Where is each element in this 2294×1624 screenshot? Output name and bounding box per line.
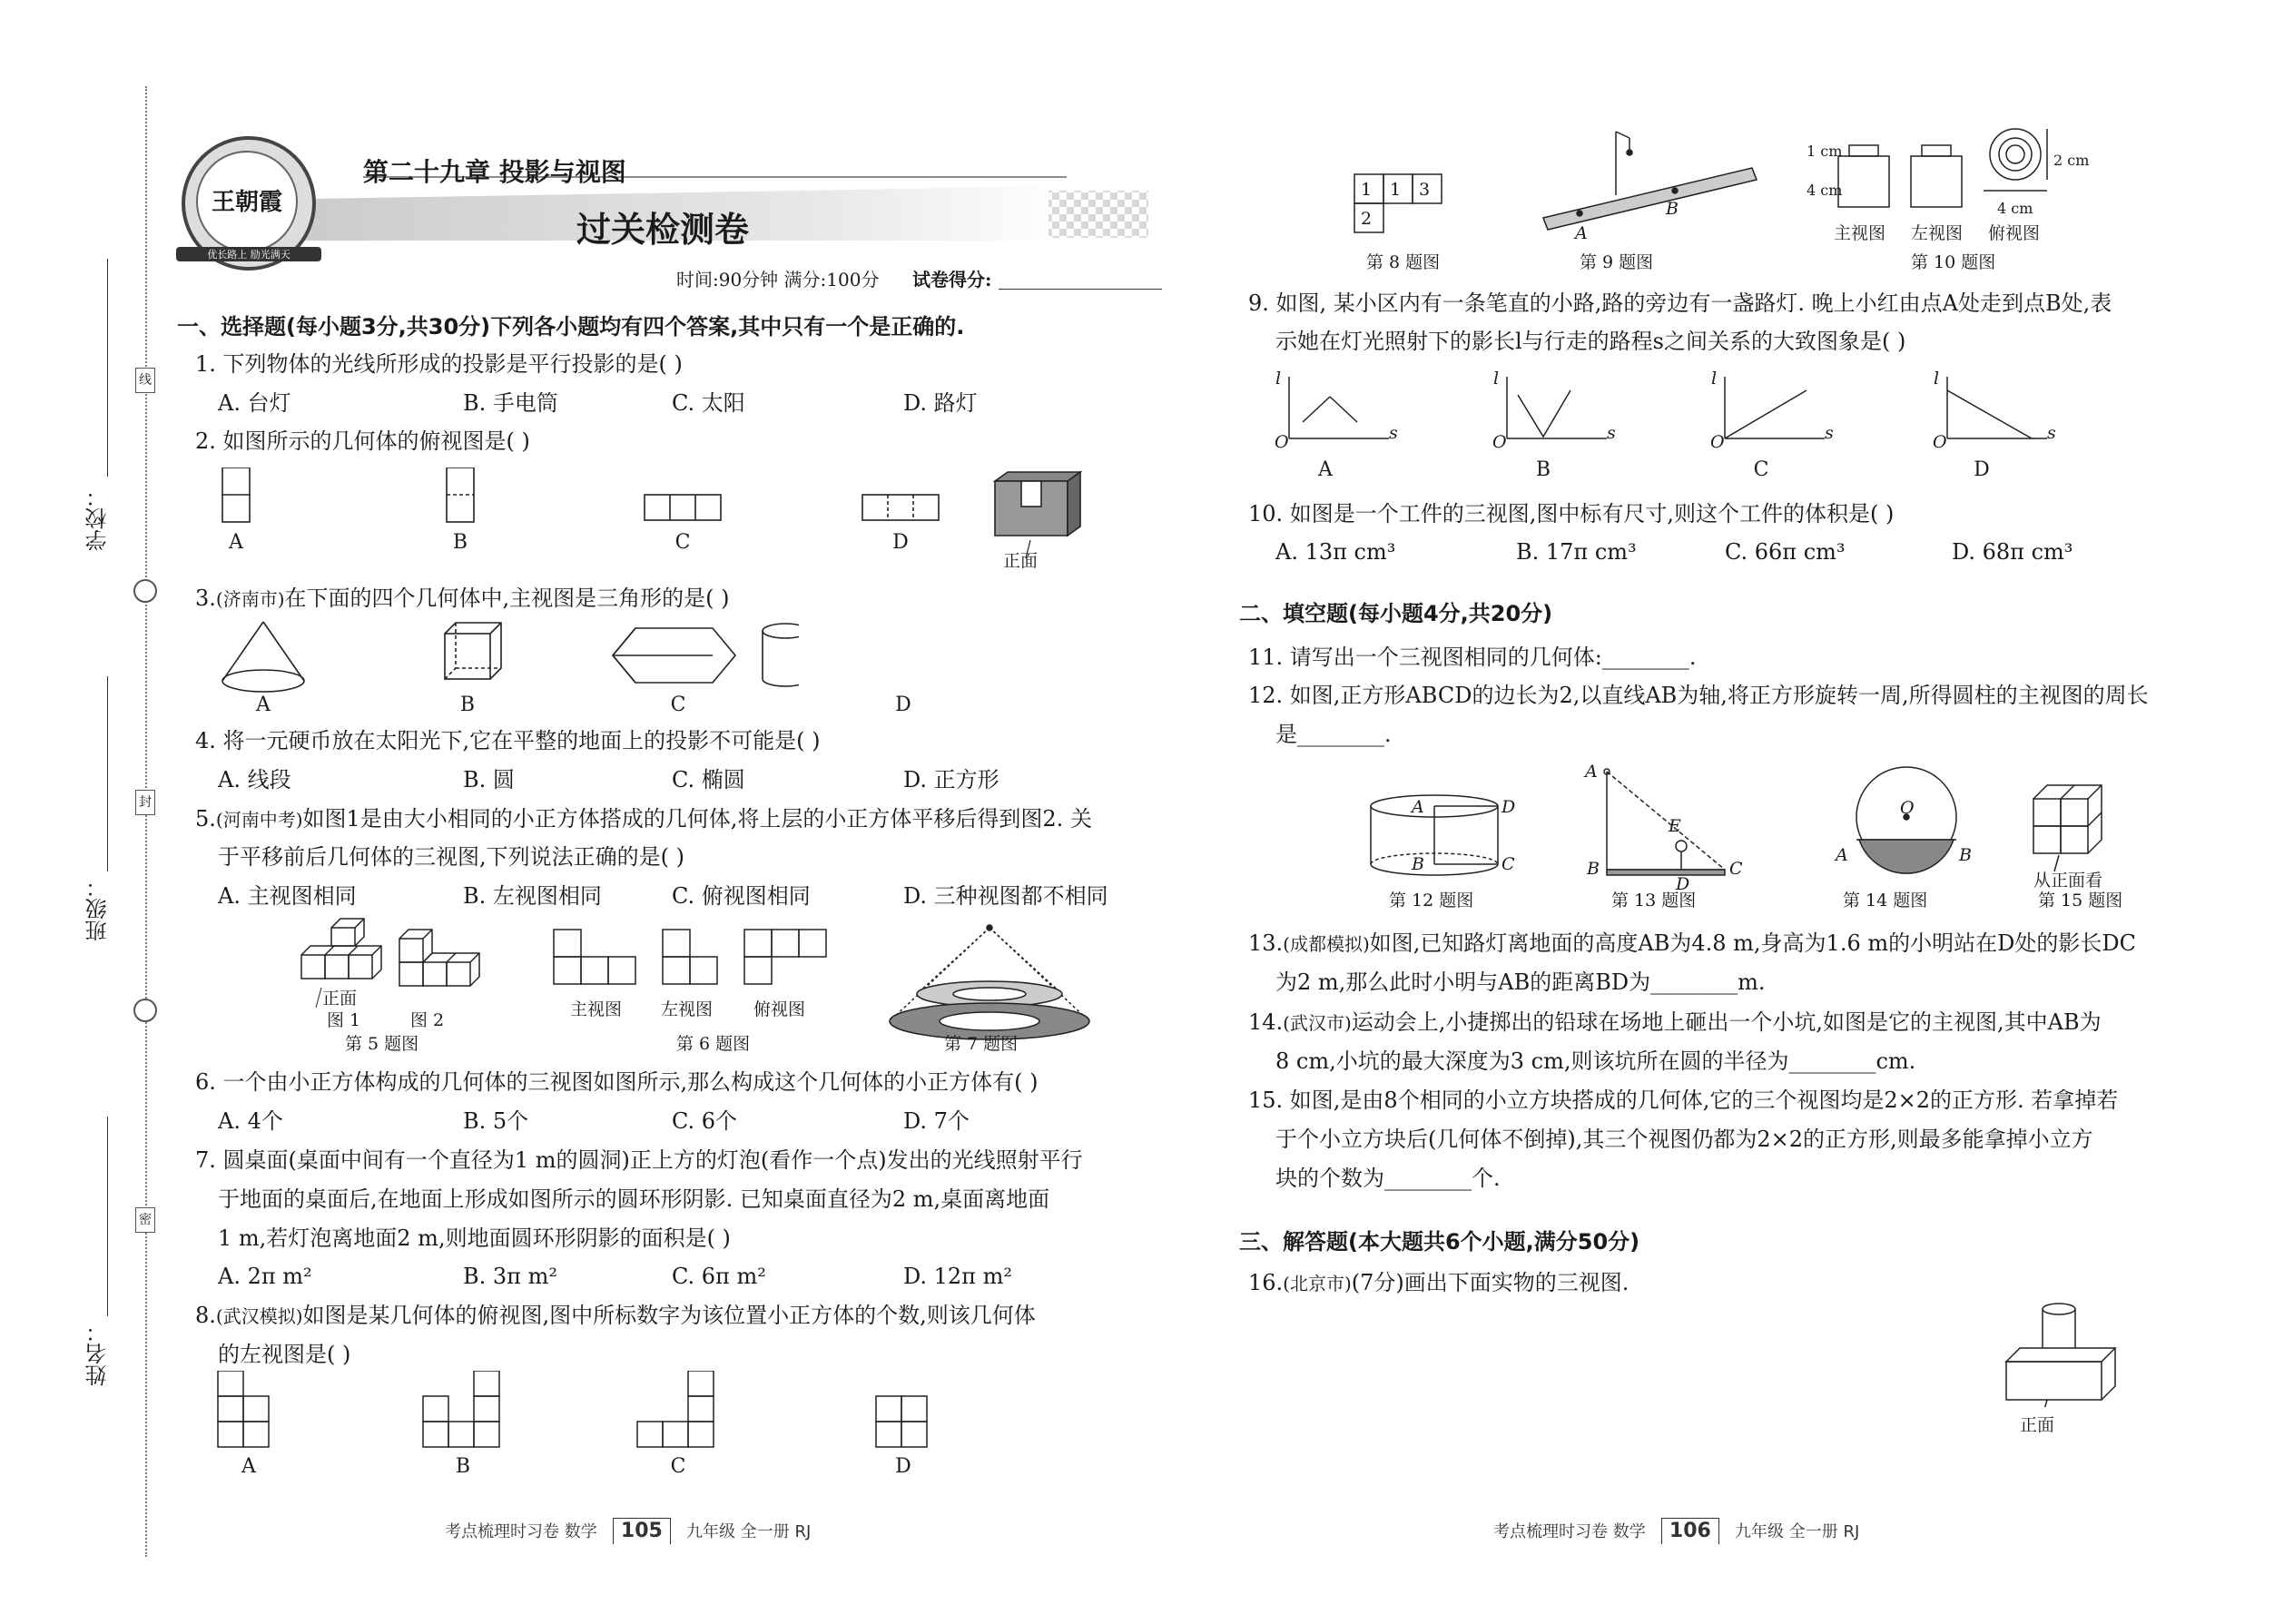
q7-option-b[interactable]: B. 3π m²	[463, 1264, 557, 1289]
q10-dim-4cm-bottom: 4 cm	[1997, 200, 2033, 217]
q7-option-a[interactable]: A. 2π m²	[218, 1264, 312, 1289]
q8-grid-3: 3	[1419, 180, 1431, 200]
cut-line	[145, 86, 147, 1557]
q8-label-b: B	[455, 1455, 471, 1478]
swirl-icon	[133, 999, 157, 1022]
q3-cylinder-shape	[763, 624, 799, 686]
q9-graph-d	[1947, 377, 2047, 438]
q8-option-d-shape	[876, 1396, 927, 1447]
q6-top-view-label: 俯视图	[753, 999, 806, 1019]
q5-fig1-label: 图 1	[327, 1010, 361, 1030]
q3-source: (济南市)	[215, 588, 285, 610]
q12-q15-figures	[1362, 763, 2142, 890]
q9-c-axis-l: l	[1711, 369, 1718, 389]
q16-object-figure	[1997, 1298, 2142, 1407]
q6-main-view	[554, 930, 635, 984]
q9-label-c: C	[1753, 458, 1769, 481]
q3-label-d: D	[895, 694, 911, 716]
q5-text-1: 如图1是由大小相同的小正方体搭成的几何体,将上层的小正方体平移后得到图2. 关	[302, 806, 1092, 832]
q2-label-b: B	[452, 531, 468, 554]
q10-option-d[interactable]: D. 68π cm³	[1952, 539, 2073, 565]
q13-fig-caption: 第 13 题图	[1611, 891, 1697, 910]
q16-source: (北京市)	[1283, 1273, 1352, 1294]
q5-num: 5.	[195, 806, 216, 832]
q7-fig-caption: 第 7 题图	[944, 1034, 1019, 1054]
q12-line1: 12. 如图,正方形ABCD的边长为2,以直线AB为轴,将正方形旋转一周,所得圆柱的主视图的周长	[1248, 683, 2149, 708]
q5-source: (河南中考)	[215, 809, 303, 831]
q9-d-axis-s: s	[2047, 423, 2056, 443]
q9-a-axis-s: s	[1389, 423, 1398, 443]
q9-graphs	[1262, 368, 2079, 458]
q12-fig-caption: 第 12 题图	[1389, 891, 1474, 910]
cut-mark-dense: 密	[135, 1207, 155, 1233]
q4-option-d[interactable]: D. 正方形	[903, 767, 999, 792]
q10-dim-4cm-left: 4 cm	[1807, 182, 1843, 199]
q9-label-a: A	[1318, 458, 1333, 481]
q14-point-o: O	[1900, 798, 1915, 818]
q14-pit-figure	[1856, 767, 1956, 873]
q10-three-views	[1802, 127, 2102, 227]
q4-option-a[interactable]: A. 线段	[218, 767, 291, 792]
q9-line1: 9. 如图, 某小区内有一条笔直的小路,路的旁边有一盏路灯. 晚上小红由点A处走到点B处,表	[1248, 290, 2112, 316]
q2-option-d-shape	[862, 495, 939, 520]
q6-option-a[interactable]: A. 4个	[218, 1108, 283, 1134]
q12-point-a: A	[1412, 797, 1424, 817]
q5-option-d[interactable]: D. 三种视图都不相同	[903, 883, 1108, 909]
q10-main-view	[1838, 156, 1889, 207]
q12-point-c: C	[1501, 854, 1515, 874]
q2-label-d: D	[892, 531, 909, 554]
q10-stem: 10. 如图是一个工件的三视图,图中标有尺寸,则这个工件的体积是( )	[1248, 501, 1895, 527]
q8-source: (武汉模拟)	[215, 1305, 303, 1327]
class-field[interactable]	[107, 676, 108, 871]
q1-option-b[interactable]: B. 手电筒	[463, 390, 558, 416]
q7-line3: 1 m,若灯泡离地面2 m,则地面圆环形阴影的面积是( )	[218, 1225, 731, 1251]
q2-label-c: C	[674, 531, 691, 554]
score-label: 试卷得分:	[912, 269, 992, 290]
q16-front-label: 正面	[2020, 1415, 2055, 1435]
q3-cone-shape	[222, 622, 304, 692]
q10-option-a[interactable]: A. 13π cm³	[1275, 539, 1396, 565]
logo-name: 王朝霞	[211, 189, 282, 216]
q10-dim-2cm: 2 cm	[2053, 152, 2090, 169]
q12-point-d: D	[1501, 797, 1516, 817]
q8-option-a-shape	[218, 1371, 269, 1447]
q6-main-view-label: 主视图	[570, 999, 623, 1019]
name-label: 姓名：	[85, 1321, 111, 1386]
cut-mark-line: 线	[135, 368, 155, 393]
q9-graph-b	[1507, 377, 1607, 438]
q9-c-origin: O	[1710, 432, 1725, 452]
q14-source: (武汉市)	[1283, 1012, 1352, 1034]
score-field[interactable]	[999, 289, 1162, 290]
footer-right-grade: 九年级 全一册 RJ	[1735, 1522, 1860, 1541]
q9-point-b: B	[1666, 199, 1679, 219]
swirl-icon	[133, 579, 157, 603]
name-field[interactable]	[107, 1117, 108, 1316]
q8-option-b-shape	[423, 1371, 499, 1447]
q13-lamp-figure	[1604, 769, 1725, 875]
page-title: 过关检测卷	[576, 210, 750, 250]
q3-stem	[195, 584, 730, 614]
q10-dim-1cm: 1 cm	[1807, 143, 1843, 160]
q16-stem	[1248, 1268, 1629, 1298]
q6-option-d[interactable]: D. 7个	[903, 1108, 970, 1134]
q13-point-e: E	[1669, 816, 1681, 836]
q2-stem: 2. 如图所示的几何体的俯视图是( )	[195, 428, 530, 454]
q8-label-a: A	[241, 1455, 256, 1478]
q8-fig-caption: 第 8 题图	[1366, 252, 1441, 272]
q1-option-a[interactable]: A. 台灯	[218, 390, 291, 416]
q3-label-a: A	[256, 694, 271, 716]
q1-stem: 1. 下列物体的光线所形成的投影是平行投影的是( )	[195, 351, 683, 377]
footer-left-book: 考点梳理时习卷 数学	[445, 1522, 597, 1541]
page-number-left: 105	[613, 1518, 671, 1544]
q13-text-1: 如图,已知路灯离地面的高度AB为4.8 m,身高为1.6 m的小明站在D处的影长DC	[1369, 930, 2136, 956]
q9-label-b: B	[1535, 458, 1551, 481]
q8-grid-2: 1	[1390, 180, 1402, 200]
class-label: 班级：	[85, 876, 111, 941]
q7-option-c[interactable]: C. 6π m²	[672, 1264, 766, 1289]
q12-point-b: B	[1412, 854, 1424, 874]
q1-option-d[interactable]: D. 路灯	[903, 390, 978, 416]
q14-point-b: B	[1959, 845, 1972, 865]
q3-num: 3.	[195, 586, 216, 611]
q15-line3: 块的个数为________个.	[1275, 1166, 1501, 1191]
q5-fig2-cubes	[399, 930, 479, 986]
q9-line2: 示她在灯光照射下的影长l与行走的路程s之间关系的大致图象是( )	[1275, 329, 1906, 354]
q8-text-1: 如图是某几何体的俯视图,图中所标数字为该位置小正方体的个数,则该几何体	[302, 1303, 1036, 1328]
q5-option-c[interactable]: C. 俯视图相同	[672, 883, 811, 909]
q8-figures	[209, 1371, 953, 1457]
q3-text: 在下面的四个几何体中,主视图是三角形的是( )	[284, 586, 730, 611]
q6-left-view-label: 左视图	[661, 999, 714, 1019]
q15-from-front-label: 从正面看	[2033, 871, 2103, 891]
footer-right-book: 考点梳理时习卷 数学	[1493, 1522, 1646, 1541]
q16-num: 16.	[1248, 1270, 1284, 1295]
q9-fig-caption: 第 9 题图	[1580, 252, 1654, 272]
q5-fig-caption: 第 5 题图	[345, 1034, 419, 1054]
q5-fig2-label: 图 2	[410, 1010, 445, 1030]
q9-c-axis-s: s	[1825, 423, 1834, 443]
q1-option-c[interactable]: C. 太阳	[672, 390, 745, 416]
q9-b-axis-s: s	[1607, 423, 1616, 443]
q10-left-view	[1911, 156, 1962, 207]
q15-fig-caption: 第 15 题图	[2038, 891, 2123, 910]
q14-fig-caption: 第 14 题图	[1843, 891, 1928, 910]
q13-num: 13.	[1248, 930, 1284, 956]
q10-top-view-label: 俯视图	[1988, 223, 2041, 243]
q13-point-d: D	[1676, 874, 1690, 894]
q13-point-c: C	[1729, 859, 1743, 879]
q9-d-origin: O	[1933, 432, 1947, 452]
q13-line1	[1248, 929, 2136, 959]
q9-b-origin: O	[1492, 432, 1507, 452]
q6-option-b[interactable]: B. 5个	[463, 1108, 529, 1134]
q10-main-view-label: 主视图	[1834, 223, 1886, 243]
q8-line1	[195, 1301, 1036, 1331]
q4-stem: 4. 将一元硬币放在太阳光下,它在平整的地面上的投影不可能是( )	[195, 728, 821, 753]
q12-line2: 是________.	[1275, 722, 1392, 747]
q14-num: 14.	[1248, 1009, 1284, 1035]
school-label: 学校：	[85, 486, 111, 551]
q5-front-label: 正面	[322, 989, 358, 1009]
q4-option-b[interactable]: B. 圆	[463, 767, 515, 792]
q8-grid-1: 1	[1361, 180, 1373, 200]
q5-stem-line2: 于平移前后几何体的三视图,下列说法正确的是( )	[218, 844, 684, 870]
q10-option-c[interactable]: C. 66π cm³	[1725, 539, 1846, 565]
q2-figures	[209, 468, 1108, 567]
q8-grid-4: 2	[1361, 209, 1373, 229]
q13-source: (成都模拟)	[1283, 933, 1370, 955]
q5-fig1-cubes	[301, 919, 381, 979]
q10-top-view	[1990, 129, 2041, 180]
q9-point-a: A	[1575, 223, 1588, 243]
q6-stem: 6. 一个由小正方体构成的几何体的三视图如图所示,那么构成这个几何体的小正方体有( )	[195, 1069, 1039, 1095]
section1-heading: 一、选择题(每小题3分,共30分)下列各小题均有四个答案,其中只有一个是正确的.	[177, 314, 965, 340]
q10-fig-caption: 第 10 题图	[1911, 252, 1996, 272]
q13-point-a: A	[1585, 762, 1598, 782]
q10-option-b[interactable]: B. 17π cm³	[1516, 539, 1637, 565]
q6-fig-caption: 第 6 题图	[676, 1034, 751, 1054]
q15-cube-figure	[2033, 785, 2102, 871]
exam-meta: 时间:90分钟 满分:100分	[676, 269, 880, 290]
q9-graph-c	[1725, 377, 1825, 438]
section2-heading: 二、填空题(每小题4分,共20分)	[1239, 601, 1553, 626]
q8-line2: 的左视图是( )	[218, 1342, 351, 1367]
q8-label-d: D	[895, 1455, 911, 1478]
cut-mark-seal: 封	[135, 790, 155, 815]
logo	[182, 136, 316, 271]
q3-figures	[209, 617, 799, 708]
q7-lamp-figure	[890, 925, 1089, 1039]
school-field[interactable]	[107, 259, 108, 477]
q7-option-d[interactable]: D. 12π m²	[903, 1264, 1012, 1289]
q9-graph-a	[1289, 377, 1389, 438]
q5-stem-line1	[195, 804, 1092, 834]
q5-option-a[interactable]: A. 主视图相同	[218, 883, 357, 909]
footer-left-grade: 九年级 全一册 RJ	[686, 1522, 812, 1541]
q13-point-b: B	[1587, 859, 1600, 879]
q3-label-b: B	[459, 694, 476, 716]
q12-cylinder	[1371, 795, 1498, 875]
footer-right	[1493, 1518, 1859, 1545]
q8-label-c: C	[670, 1455, 686, 1478]
q8-num: 8.	[195, 1303, 216, 1328]
page-number-right: 106	[1661, 1518, 1719, 1544]
q2-label-a: A	[229, 531, 243, 554]
q11-stem: 11. 请写出一个三视图相同的几何体:________.	[1248, 645, 1697, 670]
q14-point-a: A	[1836, 845, 1848, 865]
q7-line2: 于地面的桌面后,在地面上形成如图所示的圆环形阴影. 已知桌面直径为2 m,桌面离地面	[218, 1186, 1050, 1212]
q5-option-b[interactable]: B. 左视图相同	[463, 883, 602, 909]
q14-line2: 8 cm,小坑的最大深度为3 cm,则该坑所在圆的半径为________cm.	[1275, 1048, 1916, 1074]
q13-line2: 为2 m,那么此时小明与AB的距离BD为________m.	[1275, 969, 1766, 995]
q9-label-d: D	[1974, 458, 1990, 481]
q9-b-axis-l: l	[1493, 369, 1500, 389]
q7-line1: 7. 圆桌面(桌面中间有一个直径为1 m的圆洞)正上方的灯泡(看作一个点)发出的光线照射平行	[195, 1147, 1083, 1173]
q8-option-c-shape	[637, 1371, 714, 1447]
q10-left-view-label: 左视图	[1911, 223, 1964, 243]
footer-left	[445, 1518, 811, 1545]
section3-heading: 三、解答题(本大题共6个小题,满分50分)	[1239, 1229, 1640, 1255]
q6-left-view	[663, 930, 717, 984]
q3-label-c: C	[670, 694, 686, 716]
logo-tags: 优长路上 励光满天	[176, 247, 321, 261]
q9-a-origin: O	[1275, 432, 1289, 452]
q4-option-c[interactable]: C. 椭圆	[672, 767, 745, 792]
q16-text: (7分)画出下面实物的三视图.	[1351, 1270, 1629, 1295]
q3-cube-shape	[445, 623, 501, 679]
q9-d-axis-l: l	[1934, 369, 1940, 389]
q15-line2: 于个小立方块后(几何体不倒掉),其三个视图仍都为2×2的正方形,则最多能拿掉小立方	[1275, 1127, 2093, 1152]
q15-line1: 15. 如图,是由8个相同的小立方块搭成的几何体,它的三个视图均是2×2的正方形. 若拿掉若	[1248, 1088, 2119, 1113]
q9-a-axis-l: l	[1275, 369, 1282, 389]
q14-line1	[1248, 1008, 2102, 1038]
q2-front-label: 正面	[1003, 551, 1039, 571]
q6-top-view	[744, 930, 826, 984]
q6-option-c[interactable]: C. 6个	[672, 1108, 738, 1134]
q14-text-1: 运动会上,小捷掷出的铅球在场地上砸出一个小坑,如图是它的主视图,其中AB为	[1351, 1009, 2102, 1035]
q3-prism-shape	[613, 628, 735, 683]
q2-option-c-shape	[645, 495, 721, 520]
q9-road-figure	[1525, 127, 1770, 245]
chapter-title: 第二十九章 投影与视图	[363, 157, 626, 187]
